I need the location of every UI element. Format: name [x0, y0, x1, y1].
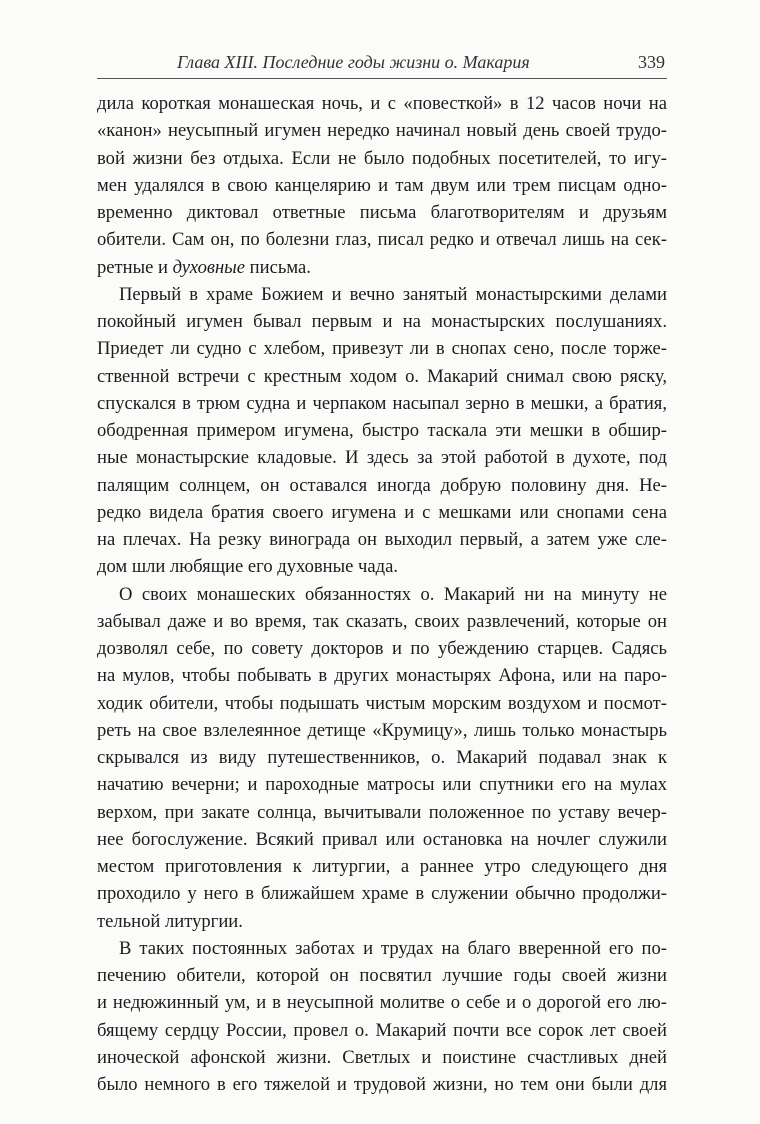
- text-line: ственной встречи с крестным ходом о. Макарий снимал свою ряску,: [97, 365, 667, 387]
- text-line: забывал даже и во время, так сказать, своих развлечений, которые он: [97, 610, 667, 632]
- text-segment: ретные и: [97, 256, 173, 278]
- text-line: было немного в его тяжелой и трудовой жизни, но тем они были для: [97, 1074, 667, 1095]
- running-header: [97, 50, 667, 79]
- text-line: на плечах. На резку винограда он выходил первый, а затем уже сле-: [97, 529, 667, 550]
- text-line: верхом, при закате солнца, вычитывали положенное по уставу вечер-: [97, 801, 667, 823]
- text-line: печению обители, которой он посвятил лучшие годы своей жизни: [97, 965, 667, 986]
- text-line: дом шли любящие его духовные чада.: [97, 556, 398, 578]
- text-line: покойный игумен бывал первым и на монастырских послушаниях.: [97, 311, 667, 332]
- text-line: [97, 254, 667, 281]
- running-title: Глава XIII. Последние годы жизни о. Макария: [177, 52, 530, 72]
- italic-text: духовные: [172, 256, 246, 278]
- text-line: мен удалялся в свою канцелярию и там двум или трем писцам одно-: [97, 174, 667, 196]
- text-line: дила короткая монашеская ночь, и с «повесткой» в 12 часов ночи на: [97, 93, 667, 114]
- text-segment: письма.: [245, 256, 311, 278]
- text-line: на мулов, чтобы побывать в других монастырях Афона, или на паро-: [97, 665, 667, 687]
- text-line: «канон» неусыпный игумен нередко начинал новый день своей трудо-: [97, 120, 667, 142]
- text-line: ободренная примером игумена, быстро таскала эти мешки в обшир-: [97, 420, 667, 441]
- text-line: В таких постоянных заботах и трудах на благо вверенной его по-: [119, 937, 667, 959]
- text-line: О своих монашеских обязанностях о. Макарий ни на минуту не: [119, 583, 667, 605]
- text-line: бящему сердцу России, провел о. Макарий почти все сорок лет своей: [97, 1019, 667, 1041]
- text-line: иноческой афонской жизни. Светлых и поистине счастливых дней: [97, 1046, 667, 1068]
- body-text: [97, 90, 667, 1098]
- page-number: 339: [638, 52, 665, 72]
- text-line: дозволял себе, по совету докторов и по убеждению старцев. Садясь: [97, 638, 667, 659]
- text-line: нее богослужение. Всякий привал или остановка на ночлег служили: [97, 828, 667, 850]
- text-line: местом приготовления к литургии, а раннее утро следующего дня: [97, 856, 667, 877]
- text-line: начатию вечерни; и пароходные матросы или спутники его на мулах: [97, 774, 667, 796]
- text-line: вой жизни без отдыха. Если не было подобных посетителей, то игу-: [97, 147, 667, 169]
- text-line: тельной литургии.: [97, 910, 243, 932]
- text-line: ходик обители, чтобы подышать чистым морским воздухом и посмот-: [97, 692, 667, 714]
- text-line: обители. Сам он, по болезни глаз, писал редко и отвечал лишь на сек-: [97, 229, 667, 251]
- text-line: палящим солнцем, он оставался иногда добрую половину дня. Не-: [97, 474, 667, 496]
- text-line: реть на свое взлелеянное детище «Крумицу», лишь только монастырь: [97, 719, 667, 741]
- text-line: Первый в храме Божием и вечно занятый монастырскими делами: [119, 283, 667, 305]
- text-line: Приедет ли судно с хлебом, привезут ли в снопах сено, после торже-: [97, 338, 667, 360]
- text-line: и недюжинный ум, и в неусыпной молитве о себе и о дорогой его лю-: [97, 992, 667, 1014]
- text-line: редко видела братия своего игумена и с мешками или снопами сена: [97, 501, 667, 523]
- text-line: спускался в трюм судна и черпаком насыпал зерно в мешки, а братия,: [97, 392, 667, 414]
- text-line: временно диктовал ответные письма благотворителям и друзьям: [97, 202, 667, 223]
- text-line: проходило у него в ближайшем храме в служении обычно продолжи-: [97, 883, 667, 905]
- text-line: ные монастырские кладовые. И здесь за этой работой в духоте, под: [97, 447, 667, 469]
- text-line: скрывался из виду путешественников, о. Макарий подавал знак к: [97, 747, 667, 768]
